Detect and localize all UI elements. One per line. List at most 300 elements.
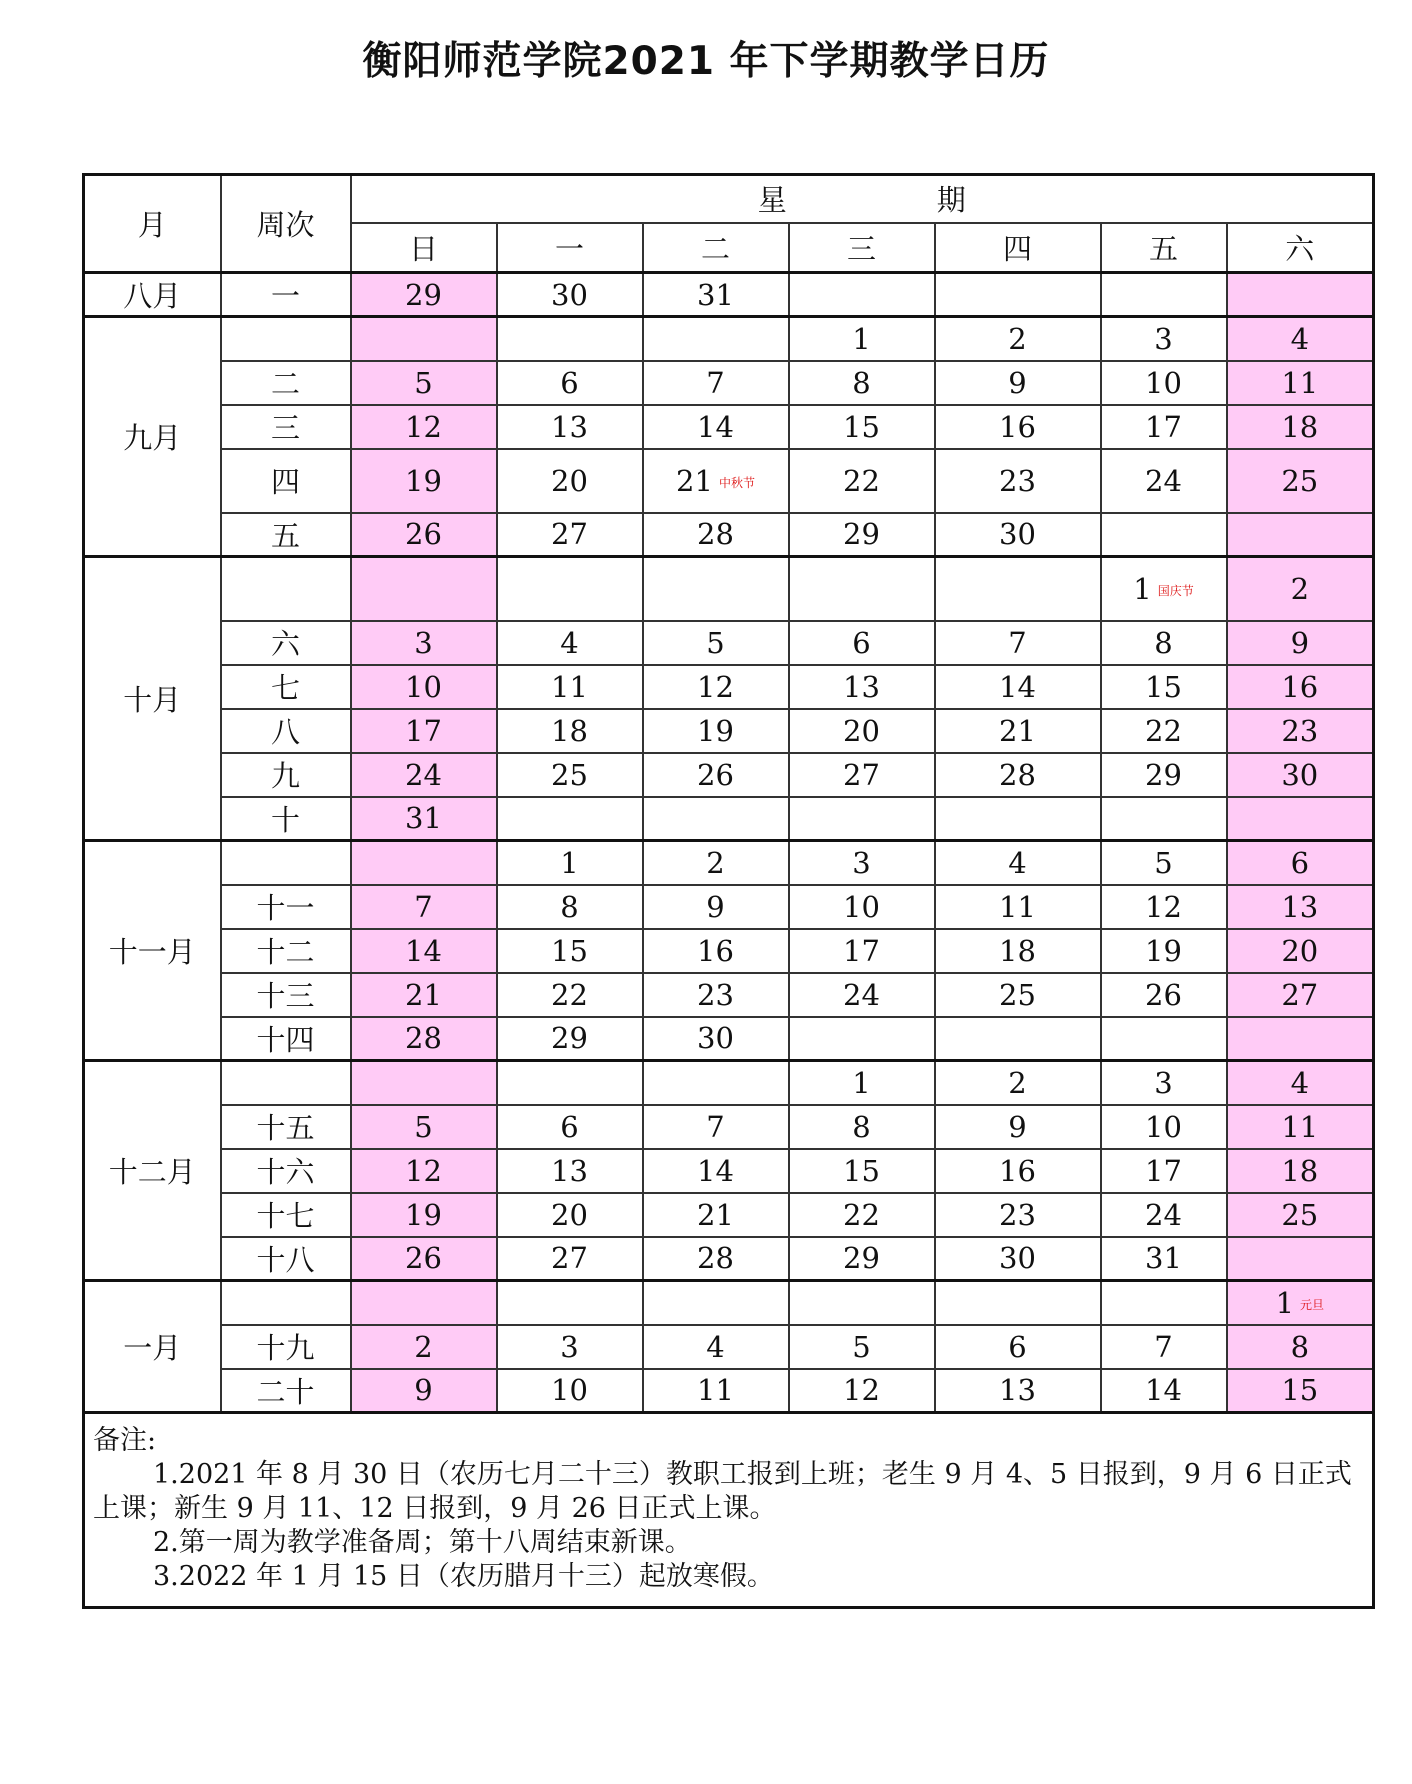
day-number: 19 (697, 713, 734, 748)
day-cell-mon (497, 1061, 643, 1105)
week-row (84, 929, 1374, 973)
day-cell-mon (497, 709, 643, 753)
day-cell-thu (935, 1017, 1101, 1061)
day-number: 2 (1008, 321, 1027, 356)
day-number: 5 (414, 365, 433, 400)
day-number: 15 (843, 409, 880, 444)
day-number: 17 (1145, 1153, 1182, 1188)
day-number: 25 (999, 977, 1036, 1012)
day-cell-tue (643, 1017, 789, 1061)
day-number: 5 (852, 1329, 871, 1364)
day-number: 7 (706, 365, 725, 400)
day-cell-fri (1101, 665, 1227, 709)
day-number: 8 (1154, 625, 1173, 660)
day-number: 13 (551, 1153, 588, 1188)
day-number: 17 (843, 933, 880, 968)
day-number: 15 (551, 933, 588, 968)
day-number: 9 (414, 1373, 433, 1408)
day-cell-fri (1101, 361, 1227, 405)
month-column-header: 月 (84, 175, 221, 273)
day-cell-fri (1101, 317, 1227, 361)
day-cell-sat (1227, 1369, 1374, 1413)
day-cell-tue (643, 885, 789, 929)
day-number: 8 (1290, 1329, 1310, 1364)
day-cell-sat (1227, 1325, 1374, 1369)
week-row (84, 361, 1374, 405)
day-number: 4 (1008, 845, 1027, 880)
day-cell-tue (643, 1237, 789, 1281)
day-cell-mon (497, 317, 643, 361)
day-cell-thu (935, 1149, 1101, 1193)
day-cell-sat (1227, 317, 1374, 361)
day-cell-wed (789, 709, 935, 753)
day-cell-fri (1101, 885, 1227, 929)
week-row (84, 273, 1374, 317)
day-cell-tue (643, 1325, 789, 1369)
day-cell-tue (643, 405, 789, 449)
day-cell-thu (935, 1281, 1101, 1325)
week-row (84, 1105, 1374, 1149)
day-cell-sun (351, 1193, 497, 1237)
day-number: 2 (706, 845, 725, 880)
day-cell-mon (497, 1017, 643, 1061)
day-number: 1 (560, 845, 579, 880)
day-number: 6 (560, 1109, 579, 1144)
day-cell-sun (351, 797, 497, 841)
day-cell-wed (789, 885, 935, 929)
day-number: 10 (1145, 1109, 1182, 1144)
day-number: 18 (551, 713, 588, 748)
day-number: 21 (697, 1197, 734, 1232)
day-cell-sat (1227, 361, 1374, 405)
day-number: 16 (999, 409, 1036, 444)
day-cell-wed (789, 1061, 935, 1105)
day-cell-sun (351, 1149, 497, 1193)
day-cell-fri (1101, 449, 1227, 513)
day-number: 22 (843, 1197, 880, 1232)
week-number (221, 557, 351, 621)
day-cell-mon (497, 621, 643, 665)
day-number: 1 (852, 321, 871, 356)
holiday-label: 元旦 (1300, 1298, 1325, 1313)
day-cell-sat (1227, 753, 1374, 797)
day-number: 14 (1145, 1373, 1182, 1408)
day-cell-wed (789, 1017, 935, 1061)
day-number: 29 (843, 517, 880, 552)
remark-line-1: 1.2021 年 8 月 30 日（农历七月二十三）教职工报到上班；老生 9 月 4、5 日报到，9 月 6 日正式上课；新生 9 月 11、12 日报到，9 月 26 日正式上课。 (93, 1459, 1352, 1524)
day-cell-tue (643, 1193, 789, 1237)
day-cell-sun (351, 1061, 497, 1105)
week-number: 四 (221, 449, 351, 513)
day-cell-fri (1101, 797, 1227, 841)
day-cell-mon (497, 1237, 643, 1281)
day-cell-thu (935, 1369, 1101, 1413)
week-number: 十一 (221, 885, 351, 929)
day-cell-wed (789, 929, 935, 973)
day-cell-fri (1101, 1369, 1227, 1413)
day-cell-wed (789, 973, 935, 1017)
day-cell-mon (497, 753, 643, 797)
day-number: 19 (405, 1197, 442, 1232)
day-cell-mon (497, 405, 643, 449)
day-cell-wed (789, 405, 935, 449)
day-cell-sat (1227, 929, 1374, 973)
day-cell-thu (935, 361, 1101, 405)
day-number: 7 (1154, 1329, 1173, 1364)
day-number: 15 (843, 1153, 880, 1188)
week-number: 二十 (221, 1369, 351, 1413)
day-cell-sun (351, 405, 497, 449)
day-cell-sun (351, 621, 497, 665)
day-cell-sat (1227, 557, 1374, 621)
day-cell-fri (1101, 273, 1227, 317)
week-number (221, 1281, 351, 1325)
day-cell-fri (1101, 1193, 1227, 1237)
day-number: 23 (999, 463, 1036, 498)
day-number: 6 (560, 365, 579, 400)
day-cell-thu (935, 929, 1101, 973)
day-number: 12 (843, 1373, 880, 1408)
day-cell-tue (643, 665, 789, 709)
day-number: 2 (1008, 1065, 1027, 1100)
day-cell-sat (1227, 1017, 1374, 1061)
day-number: 21 (405, 977, 442, 1012)
day-cell-fri (1101, 621, 1227, 665)
day-number: 19 (1145, 933, 1182, 968)
day-number: 22 (843, 463, 880, 498)
day-cell-fri (1101, 753, 1227, 797)
weekday-header-sat: 六 (1227, 223, 1374, 273)
day-number: 3 (1154, 321, 1173, 356)
day-number: 13 (1281, 889, 1319, 924)
week-number: 二 (221, 361, 351, 405)
week-row (84, 1325, 1374, 1369)
day-number: 5 (706, 625, 725, 660)
week-number: 五 (221, 513, 351, 557)
day-cell-mon (497, 1105, 643, 1149)
day-cell-wed (789, 841, 935, 885)
day-cell-thu (935, 1325, 1101, 1369)
week-row (84, 1017, 1374, 1061)
day-number: 21 (999, 713, 1036, 748)
week-number: 十四 (221, 1017, 351, 1061)
day-cell-sun (351, 973, 497, 1017)
week-number: 十五 (221, 1105, 351, 1149)
week-number: 十八 (221, 1237, 351, 1281)
day-cell-sun (351, 557, 497, 621)
day-cell-thu (935, 449, 1101, 513)
day-number: 27 (551, 517, 588, 552)
day-cell-thu (935, 513, 1101, 557)
day-cell-tue (643, 973, 789, 1017)
day-number: 21 (676, 463, 713, 498)
day-cell-sun (351, 1017, 497, 1061)
day-number: 6 (852, 625, 871, 660)
day-cell-thu (935, 885, 1101, 929)
week-row (84, 797, 1374, 841)
calendar-table (82, 173, 1375, 1609)
day-number: 9 (706, 889, 725, 924)
remark-line-2: 2.第一周为教学准备周；第十八周结束新课。 (153, 1527, 692, 1558)
day-cell-wed (789, 317, 935, 361)
day-cell-mon (497, 1149, 643, 1193)
week-row (84, 709, 1374, 753)
day-cell-wed (789, 1149, 935, 1193)
day-number: 20 (843, 713, 880, 748)
day-number: 3 (560, 1329, 579, 1364)
day-number: 5 (414, 1109, 433, 1144)
day-cell-mon (497, 557, 643, 621)
day-number: 26 (1145, 977, 1182, 1012)
week-row (84, 1149, 1374, 1193)
day-number: 16 (1281, 669, 1319, 704)
day-number: 17 (1145, 409, 1182, 444)
day-cell-tue (643, 1105, 789, 1149)
day-number: 13 (999, 1373, 1036, 1408)
week-number: 九 (221, 753, 351, 797)
day-cell-wed (789, 273, 935, 317)
week-number: 十三 (221, 973, 351, 1017)
week-row (84, 841, 1374, 885)
day-cell-thu (935, 1105, 1101, 1149)
month-label: 十一月 (84, 841, 221, 1061)
day-number: 14 (405, 933, 442, 968)
day-number: 10 (551, 1373, 588, 1408)
weekday-header-sun: 日 (351, 223, 497, 273)
month-label: 十月 (84, 557, 221, 841)
day-number: 30 (999, 1241, 1036, 1276)
day-cell-thu (935, 1061, 1101, 1105)
day-cell-fri (1101, 929, 1227, 973)
week-row (84, 753, 1374, 797)
day-number: 5 (1154, 845, 1173, 880)
day-cell-mon (497, 1193, 643, 1237)
day-cell-sun (351, 1105, 497, 1149)
day-number: 22 (1145, 713, 1182, 748)
day-number: 30 (1281, 757, 1319, 792)
day-number: 22 (551, 977, 588, 1012)
day-number: 28 (697, 517, 734, 552)
day-cell-sat (1227, 709, 1374, 753)
day-cell-tue (643, 709, 789, 753)
day-number: 11 (1281, 1109, 1319, 1144)
day-cell-mon (497, 1281, 643, 1325)
day-number: 27 (1281, 977, 1319, 1012)
day-number: 8 (852, 1109, 871, 1144)
day-cell-tue (643, 1061, 789, 1105)
day-number: 29 (405, 277, 442, 312)
day-number: 19 (405, 463, 442, 498)
day-cell-thu (935, 621, 1101, 665)
day-number: 7 (414, 889, 433, 924)
day-number: 20 (1281, 933, 1319, 968)
week-number: 十六 (221, 1149, 351, 1193)
day-cell-tue (643, 273, 789, 317)
day-number: 16 (697, 933, 734, 968)
day-number: 3 (414, 625, 433, 660)
day-cell-fri (1101, 1105, 1227, 1149)
day-number: 26 (697, 757, 734, 792)
day-number: 4 (1290, 1065, 1310, 1100)
day-number: 14 (999, 669, 1036, 704)
day-cell-thu (935, 753, 1101, 797)
day-cell-mon (497, 885, 643, 929)
day-cell-wed (789, 449, 935, 513)
weekday-header-tue: 二 (643, 223, 789, 273)
day-number: 10 (405, 669, 442, 704)
day-number: 18 (1281, 1153, 1319, 1188)
weekday-header-thu: 四 (935, 223, 1101, 273)
day-number: 30 (697, 1021, 734, 1056)
day-cell-sat (1227, 1193, 1374, 1237)
day-number: 20 (551, 1197, 588, 1232)
week-number: 十七 (221, 1193, 351, 1237)
day-cell-wed (789, 797, 935, 841)
day-cell-wed (789, 753, 935, 797)
day-cell-sat (1227, 841, 1374, 885)
week-row (84, 665, 1374, 709)
day-cell-fri (1101, 513, 1227, 557)
day-cell-sun (351, 273, 497, 317)
day-cell-wed (789, 665, 935, 709)
day-cell-mon (497, 929, 643, 973)
week-number: 六 (221, 621, 351, 665)
day-cell-wed (789, 1237, 935, 1281)
week-row (84, 1237, 1374, 1281)
day-number: 27 (551, 1241, 588, 1276)
day-cell-tue (643, 361, 789, 405)
weekday-header-fri: 五 (1101, 223, 1227, 273)
day-number: 17 (405, 713, 442, 748)
day-number: 31 (405, 801, 442, 836)
xingqi-label-2: 期 (936, 183, 966, 218)
week-number: 三 (221, 405, 351, 449)
month-label: 八月 (84, 273, 221, 317)
day-cell-fri (1101, 841, 1227, 885)
day-cell-tue (643, 753, 789, 797)
weekday-header-wed: 三 (789, 223, 935, 273)
day-number: 24 (405, 757, 442, 792)
week-row (84, 1193, 1374, 1237)
day-cell-wed (789, 1325, 935, 1369)
day-number: 12 (405, 1153, 442, 1188)
day-number: 10 (843, 889, 880, 924)
day-number: 11 (697, 1373, 734, 1408)
day-cell-thu (935, 317, 1101, 361)
week-row (84, 449, 1374, 513)
week-row (84, 405, 1374, 449)
day-cell-wed (789, 1369, 935, 1413)
day-cell-tue (643, 317, 789, 361)
day-number: 9 (1008, 1109, 1027, 1144)
day-cell-wed (789, 1281, 935, 1325)
day-cell-wed (789, 621, 935, 665)
day-number: 29 (551, 1021, 588, 1056)
day-cell-thu (935, 405, 1101, 449)
day-cell-tue (643, 797, 789, 841)
day-cell-sun (351, 709, 497, 753)
day-cell-fri (1101, 557, 1227, 621)
month-label: 十二月 (84, 1061, 221, 1281)
weekday-header-mon: 一 (497, 223, 643, 273)
week-number: 十九 (221, 1325, 351, 1369)
day-cell-sun (351, 513, 497, 557)
day-cell-sun (351, 361, 497, 405)
day-number: 15 (1281, 1373, 1319, 1408)
day-number: 4 (560, 625, 579, 660)
day-cell-sun (351, 665, 497, 709)
day-cell-thu (935, 797, 1101, 841)
day-number: 29 (843, 1241, 880, 1276)
day-number: 13 (551, 409, 588, 444)
day-cell-fri (1101, 973, 1227, 1017)
day-cell-mon (497, 513, 643, 557)
day-number: 12 (1145, 889, 1182, 924)
day-number: 11 (1281, 365, 1319, 400)
day-number: 6 (1290, 845, 1310, 880)
day-cell-mon (497, 797, 643, 841)
day-cell-wed (789, 361, 935, 405)
day-number: 25 (1281, 463, 1319, 498)
week-number (221, 841, 351, 885)
day-cell-tue (643, 929, 789, 973)
week-number (221, 317, 351, 361)
day-cell-wed (789, 557, 935, 621)
day-cell-mon (497, 361, 643, 405)
week-row (84, 1061, 1374, 1105)
month-label: 九月 (84, 317, 221, 557)
xingqi-label-1: 星 (757, 183, 787, 218)
day-cell-sat (1227, 1149, 1374, 1193)
day-cell-sat (1227, 513, 1374, 557)
day-number: 12 (405, 409, 442, 444)
day-cell-sat (1227, 405, 1374, 449)
day-cell-thu (935, 973, 1101, 1017)
day-number: 12 (697, 669, 734, 704)
day-number: 24 (843, 977, 880, 1012)
calendar-body (84, 273, 1374, 1413)
day-cell-fri (1101, 405, 1227, 449)
week-number (221, 1061, 351, 1105)
day-cell-thu (935, 557, 1101, 621)
day-cell-sat (1227, 449, 1374, 513)
week-row (84, 973, 1374, 1017)
day-cell-sun (351, 317, 497, 361)
day-number: 4 (1290, 321, 1310, 356)
day-number: 2 (414, 1329, 433, 1364)
day-cell-mon (497, 1325, 643, 1369)
week-column-header: 周次 (221, 175, 351, 273)
day-number: 24 (1145, 463, 1182, 498)
day-cell-tue (643, 1369, 789, 1413)
day-number: 3 (852, 845, 871, 880)
day-number: 11 (551, 669, 588, 704)
day-number: 26 (405, 517, 442, 552)
day-cell-sun (351, 885, 497, 929)
day-number: 28 (999, 757, 1036, 792)
day-number: 28 (405, 1021, 442, 1056)
holiday-label: 国庆节 (1157, 584, 1194, 599)
day-number: 9 (1008, 365, 1027, 400)
day-cell-sun (351, 929, 497, 973)
day-number: 24 (1145, 1197, 1182, 1232)
day-number: 25 (551, 757, 588, 792)
day-cell-thu (935, 1237, 1101, 1281)
day-cell-tue (643, 1149, 789, 1193)
day-number: 3 (1154, 1065, 1173, 1100)
day-cell-sun (351, 841, 497, 885)
day-number: 11 (999, 889, 1036, 924)
